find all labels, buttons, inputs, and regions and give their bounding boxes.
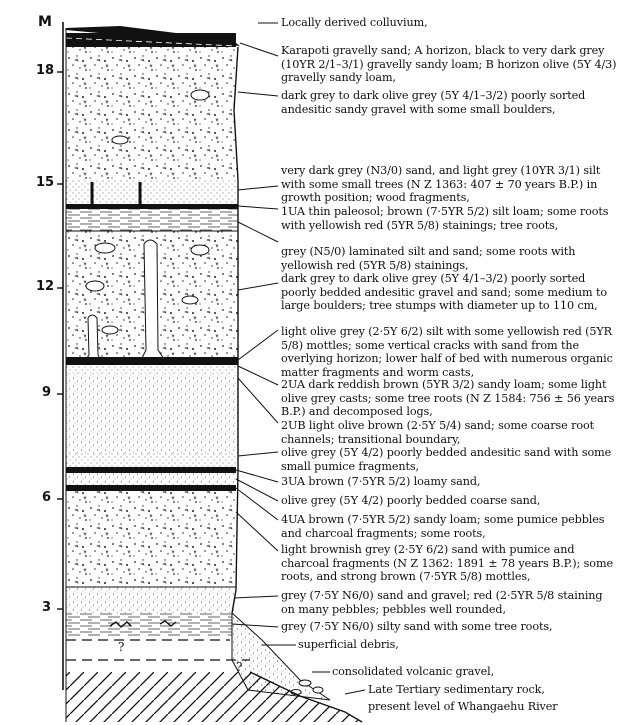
layer-description: dark grey to dark olive grey (5Y 4/1–3/2) poorly sorted andesitic sandy gravel with some small boulders, [281, 89, 586, 116]
layer-description: 4UA brown (7·5YR 5/2) sandy loam; some pumice pebbles and charcoal fragments; some roots, [281, 513, 605, 540]
layer-description: Locally derived colluvium, [281, 16, 428, 29]
layer-description: Late Tertiary sedimentary rock, [368, 683, 545, 696]
layer-description: grey (N5/0) laminated silt and sand; some roots with yellowish red (5YR 5/8) stainings, [281, 245, 576, 272]
layer-4ua [66, 485, 236, 491]
layer-description: light brownish grey (2·5Y 6/2) sand with pumice and charcoal fragments (N Z 1362: 1891 ± 78 years B.P.); some roots, and strong brown (7·5YR 5/8) mottles, [281, 543, 613, 584]
layer-description: 2UB light olive brown (2·5Y 5/4) sand; some coarse root channels; transitional boundary, [281, 419, 595, 446]
unknown-boundary-mark: ? [236, 660, 243, 674]
layer-description: 1UA thin paleosol; brown (7·5YR 5/2) silt loam; some roots with yellowish red (5YR 5/8) stainings; tree roots, [281, 205, 609, 232]
layer-description: light olive grey (2·5Y 6/2) silt with some yellowish red (5YR 5/8) mottles; some vertical cracks with sand from the overlying horizon; lower half of bed with numerous organic matter fragments and worm casts, [281, 325, 613, 379]
scale-tick-label: 18 [36, 63, 55, 78]
layer-olive-sand-pumice [66, 453, 238, 467]
layer-gravel-upper [66, 47, 238, 180]
layer-description: 2UA dark reddish brown (5YR 3/2) sandy loam; some light olive grey casts; some tree roots (N Z 1584: 756 ± 56 years B.P.) and decomposed logs, [281, 378, 615, 419]
layer-description: olive grey (5Y 4/2) poorly bedded andesitic sand with some small pumice fragments, [281, 446, 612, 473]
layer-silty-sand [66, 613, 232, 637]
layer-description: superficial debris, [298, 638, 399, 651]
layer-laminated-silt [66, 209, 238, 231]
layer-2ua [66, 365, 238, 373]
layer-description: Karapoti gravelly sand; A horizon, black to very dark grey (10YR 2/1–3/1) gravelly sandy loam; B horizon olive (5Y 4/3) gravelly sandy loam, [281, 44, 617, 85]
layer-sand-gravel [66, 587, 234, 613]
layer-description: 3UA brown (7·5YR 5/2) loamy sand, [281, 475, 481, 488]
scale-tick-label: 15 [36, 175, 55, 190]
layer-description: grey (7·5Y N6/0) silty sand with some tree roots, [281, 620, 553, 633]
layer-coarse-sand [66, 473, 236, 485]
layer-description: olive grey (5Y 4/2) poorly bedded coarse sand, [281, 494, 541, 507]
layer-description: dark grey to dark olive grey (5Y 4/1–3/2) poorly sorted poorly bedded andesitic gravel and sand; some medium to large boulders; tree stumps with diameter up to 110 cm, [281, 272, 608, 313]
layer-description: very dark grey (N3/0) sand, and light grey (10YR 3/1) silt with some small trees (N Z 1363: 407 ± 70 years B.P.) in growth position; wood fragments, [281, 164, 601, 205]
layer-description: consolidated volcanic gravel, [332, 665, 495, 678]
layer-2ub [66, 373, 238, 453]
scale-tick-label: 6 [42, 490, 52, 505]
scale-tick-label: 9 [42, 385, 52, 400]
unknown-boundary-mark: ? [118, 640, 125, 654]
scale-tick-label: 12 [36, 279, 55, 294]
layer-pumice-charcoal [66, 491, 236, 587]
layer-description: grey (7·5Y N6/0) sand and gravel; red (2·5YR 5/8 staining on many pebbles; pebbles well rounded, [281, 589, 603, 616]
scale-unit-label: M [38, 14, 52, 30]
layer-1ua [66, 204, 238, 209]
layer-3ua [66, 467, 236, 473]
depth-scale-axis [57, 22, 63, 690]
layer-olive-silt [66, 357, 238, 365]
scale-tick-label: 3 [42, 600, 52, 615]
layer-description: present level of Whangaehu River [368, 700, 558, 713]
